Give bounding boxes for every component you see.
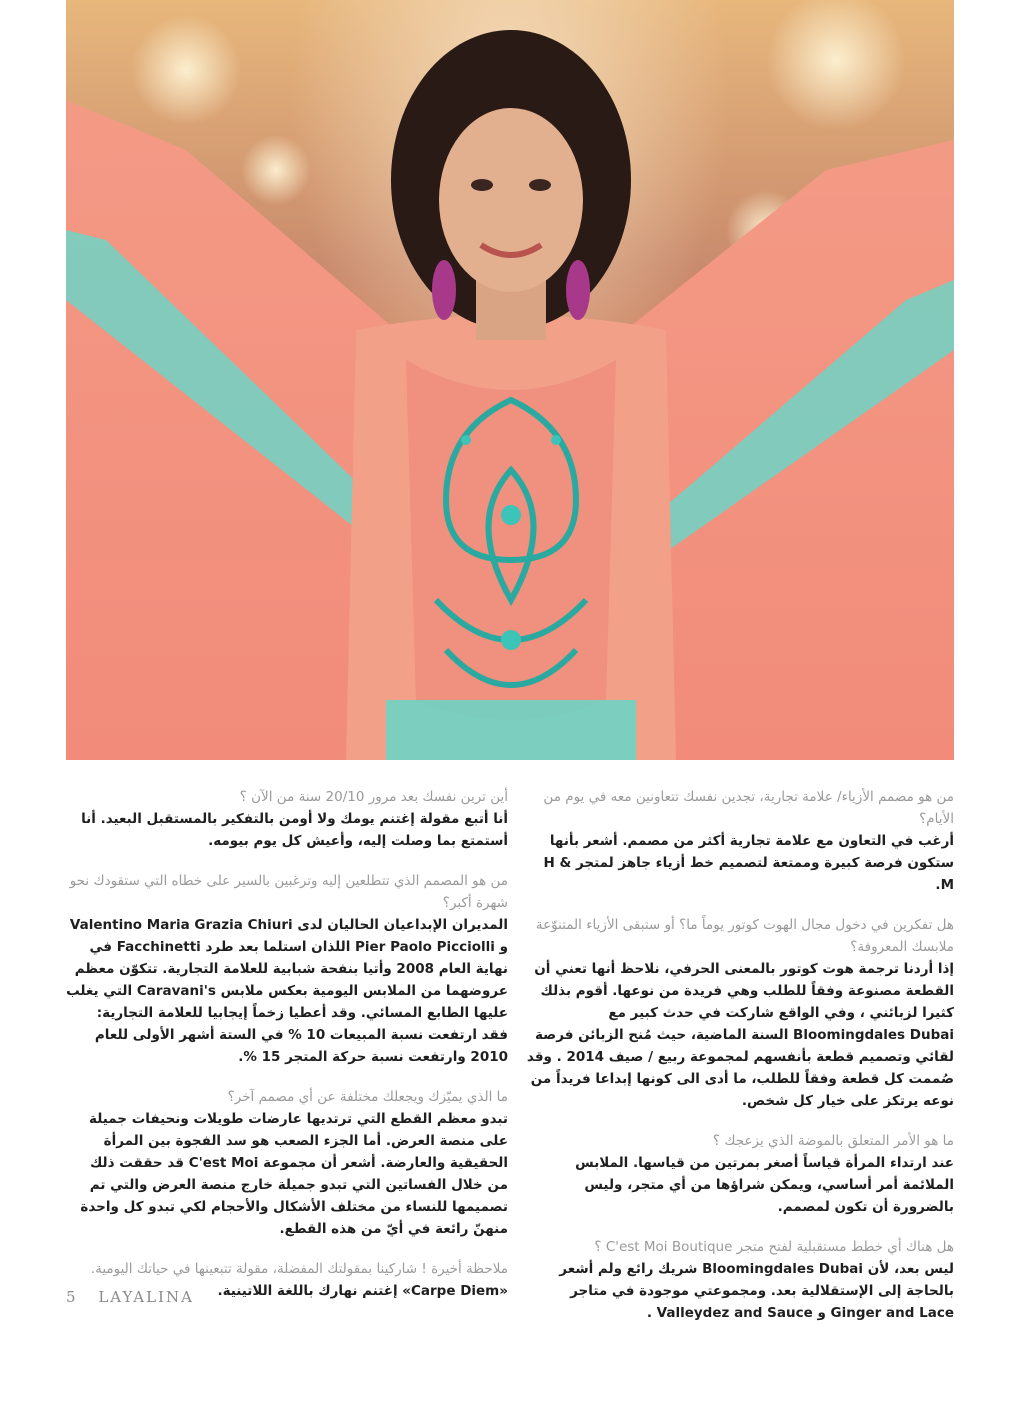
page-number: 5: [66, 1288, 78, 1306]
page-footer: [66, 1288, 194, 1306]
qa-block: [526, 1130, 954, 1218]
answer: أنا أتبع مقولة إغتنم يومك ولا أومن بالتفكير بالمستقبل البعيد. أنا أستمتع بما وصلت إليه، وأعيش كل يوم بيومه.: [81, 811, 508, 849]
question: هل تفكرين في دخول مجال الهوت كوتور يوماً ما؟ أو ستبقى الأزياء المتنوّعة ملابسك المعروفة؟: [535, 917, 954, 955]
qa-block: [526, 1236, 954, 1324]
answer: أرغب في التعاون مع علامة تجارية أكثر من مصمم. أشعر بأنها ستكون فرصة كبيرة وممتعة لتصميم خط أزياء جاهز لمتجر H & M.: [543, 833, 954, 893]
question: ما الذي يميّزك ويجعلك مختلفة عن أي مصمم آخر؟: [227, 1089, 508, 1105]
question: ما هو الأمر المتعلق بالموضة الذي يزعجك ؟: [712, 1133, 954, 1149]
cover-photo: [66, 0, 954, 760]
qa-block: [526, 786, 954, 896]
question: من هو المصمم الذي تتطلعين إليه وترغبين بالسير على خطاه التي ستقودك نحو شهرة أكبر؟: [69, 873, 508, 911]
portrait-illustration: [66, 0, 954, 760]
question: هل هناك أي خطط مستقبلية لفتح متجر C'est Moi Boutique ؟: [594, 1239, 954, 1255]
qa-block: [66, 870, 508, 1068]
answer: تبدو معظم القطع التي ترتديها عارضات طويلات ونحيفات جميلة على منصة العرض. أما الجزء الصعب هو سد الفجوة بين المرأة الحقيقية والعارضة. أشعر أن مجموعة C'est Moi قد حققت ذلك من خلال الفساتين التي تبدو جميلة خارج منصة العرض والتي تم تصميمها للنساء من مختلف الأشكال والأحجام لكي تبدو كل واحدة منهنّ رائعة في أيّ من هذه القطع.: [80, 1111, 508, 1237]
article-column-right: [526, 786, 954, 1342]
answer: إذا أردنا ترجمة هوت كوتور بالمعنى الحرفي، نلاحظ أنها تعني أن القطعة مصنوعة وفقاً للطلب وهي فريدة من نوعها. أقوم بذلك كثيرا لزبائني ، وفي الواقع شاركت في حدث كبير مع Bloomingdales Dubai السنة الماضية، حيث مُنح الزبائن فرصة لقائي وتصميم قطعة بأنفسهم لمجموعة ربيع / صيف 2014 . وقد صُممت كل قطعة وفقاً للطلب، ما أدى الى كونها إبداعا فريداً من نوعه يرتكز على خيار كل شخص.: [526, 961, 954, 1109]
answer: «Carpe Diem» إغتنم نهارك باللغة اللاتينية.: [217, 1283, 508, 1299]
question: من هو مصمم الأزياء/ علامة تجارية، تجدين نفسك تتعاونين معه في يوم من الأيام؟: [543, 789, 954, 827]
answer: المديران الإبداعيان الحاليان لدى Valentino Maria Grazia Chiuri و Pier Paolo Picciolli اللذان استلما بعد طرد Facchinetti في نهاية العام 2008 وأتيا بنفحة شبابية للعلامة التجارية. تتكوّن معظم عروضهما من الملابس اليومية بعكس ملابس Caravani's التي يغلب عليها الطابع المسائي. وقد أعطيا زخماً إيجابيا للعلامة التجارية: فقد ارتفعت نسبة المبيعات 10 % في الستة أشهر الأولى للعام 2010 وارتفعت نسبة حركة المتجر 15 %.: [66, 917, 508, 1065]
question: ملاحظة أخيرة ! شاركينا بمقولتك المفضلة، مقولة تتبعينها في حياتك اليومية.: [90, 1261, 508, 1277]
answer: ليس بعد، لأن Bloomingdales Dubai شريك رائع ولم أشعر بالحاجة إلى الإستقلالية بعد. ومجموعتي موجودة في متاجر Ginger and Lace و Valleydez and Sauce .: [559, 1261, 954, 1321]
magazine-name: LAYALINA: [98, 1288, 194, 1306]
qa-block: [66, 1086, 508, 1240]
answer: عند ارتداء المرأة قياساً أصغر بمرتين من قياسها. الملابس الملائمة أمر أساسي، ويمكن شراؤها من أي متجر، وليس بالضرورة أن تكون لمصمم.: [575, 1155, 954, 1215]
question: أين ترين نفسك بعد مرور 20/10 سنة من الآن ؟: [239, 789, 508, 805]
qa-block: [66, 786, 508, 852]
qa-block: [526, 914, 954, 1112]
article-column-left: [66, 786, 508, 1320]
